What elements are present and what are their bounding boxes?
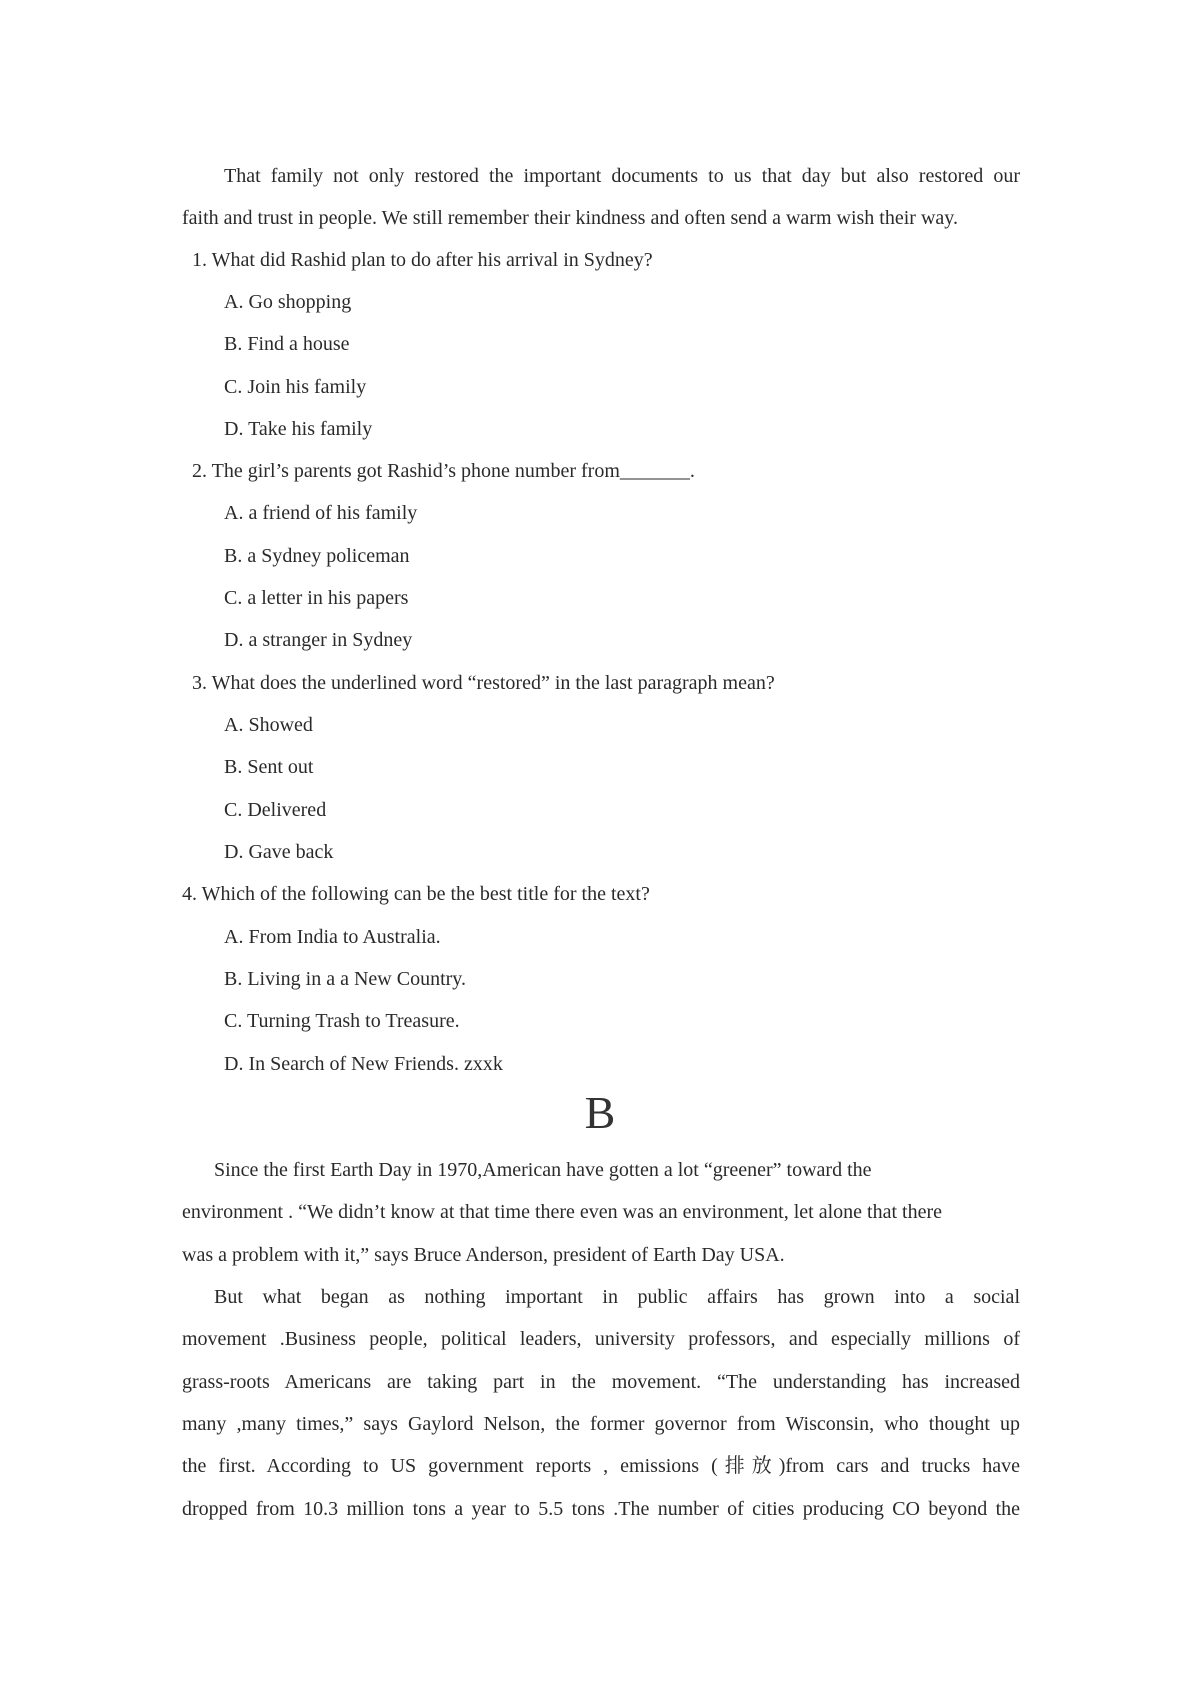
- answer-option: A. Go shopping: [224, 291, 352, 313]
- answer-option: C. a letter in his papers: [224, 587, 409, 609]
- answer-option: A. a friend of his family: [224, 502, 418, 524]
- answer-option: D. Take his family: [224, 418, 373, 440]
- passage-b-line: the first. According to US government reports , emissions (排放)from cars and trucks have: [182, 1455, 1020, 1477]
- question-stem-3: 3. What does the underlined word “restored” in the last paragraph mean?: [192, 672, 775, 694]
- passage-b-line: Since the first Earth Day in 1970,American have gotten a lot “greener” toward the: [214, 1159, 872, 1181]
- answer-option: A. From India to Australia.: [224, 926, 441, 948]
- section-heading-b: B: [584, 1087, 616, 1138]
- passage-b-line: was a problem with it,” says Bruce Anderson, president of Earth Day USA.: [182, 1244, 785, 1266]
- passage-b-line: environment . “We didn’t know at that time there even was an environment, let alone that there: [182, 1201, 942, 1223]
- question-stem-2: 2. The girl’s parents got Rashid’s phone number from_______.: [192, 460, 695, 482]
- question-stem-4: 4. Which of the following can be the best title for the text?: [182, 883, 650, 905]
- passage-b-line: grass-roots Americans are taking part in the movement. “The understanding has increased: [182, 1371, 1020, 1393]
- answer-option: D. In Search of New Friends. zxxk: [224, 1053, 503, 1075]
- answer-option: B. Living in a a New Country.: [224, 968, 467, 990]
- answer-option: C. Delivered: [224, 799, 327, 821]
- answer-option: D. a stranger in Sydney: [224, 629, 413, 651]
- question-stem-1: 1. What did Rashid plan to do after his arrival in Sydney?: [192, 249, 653, 271]
- passage-a-line: That family not only restored the important documents to us that day but also restored our: [224, 165, 1020, 187]
- answer-option: A. Showed: [224, 714, 313, 736]
- answer-option: C. Turning Trash to Treasure.: [224, 1010, 460, 1032]
- passage-b-line: many ,many times,” says Gaylord Nelson, the former governor from Wisconsin, who thought up: [182, 1413, 1020, 1435]
- passage-a-line: faith and trust in people. We still remember their kindness and often send a warm wish their way.: [182, 207, 958, 229]
- answer-option: B. a Sydney policeman: [224, 545, 410, 567]
- answer-option: B. Sent out: [224, 756, 314, 778]
- passage-b-line: movement .Business people, political leaders, university professors, and especially millions of: [182, 1328, 1020, 1350]
- answer-option: C. Join his family: [224, 376, 367, 398]
- answer-option: D. Gave back: [224, 841, 334, 863]
- answer-option: B. Find a house: [224, 333, 350, 355]
- passage-b-line: But what began as nothing important in public affairs has grown into a social: [214, 1286, 1020, 1308]
- passage-b-line: dropped from 10.3 million tons a year to 5.5 tons .The number of cities producing CO beyond the: [182, 1498, 1020, 1520]
